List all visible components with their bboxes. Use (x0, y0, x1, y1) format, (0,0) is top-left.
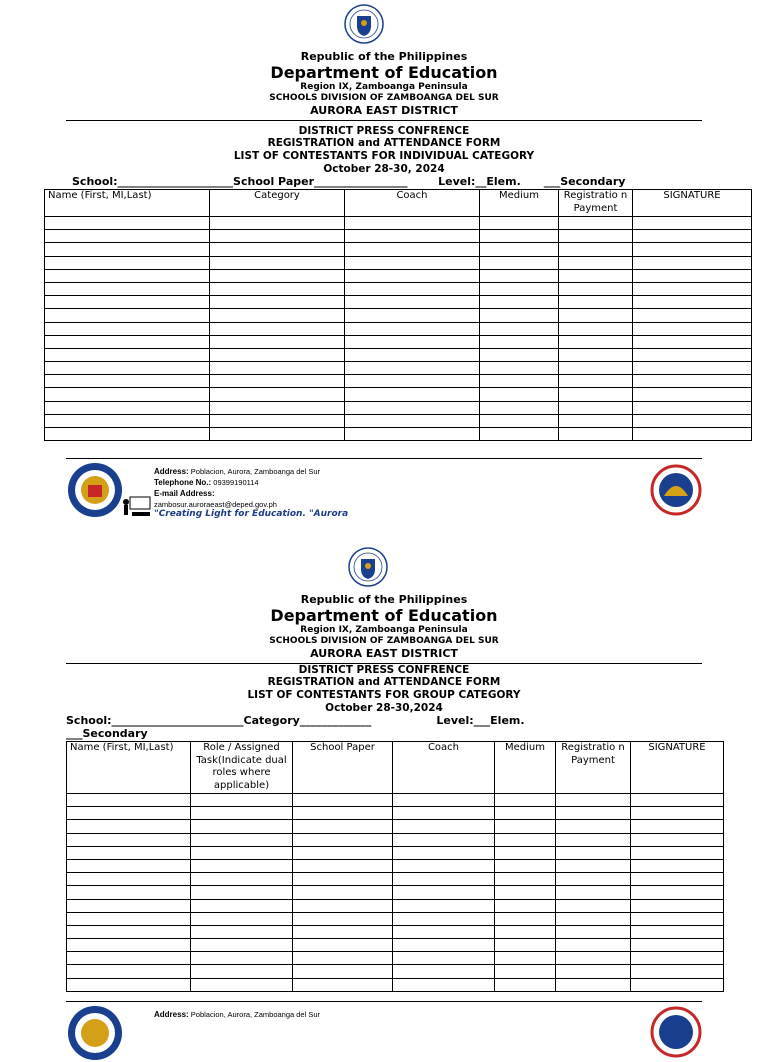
entry-cell[interactable] (633, 269, 752, 282)
entry-cell[interactable] (67, 886, 191, 899)
form1-title-list: LIST OF CONTESTANTS FOR INDIVIDUAL CATEGORY (233, 150, 535, 162)
entry-cell[interactable] (191, 846, 293, 859)
entry-cell[interactable] (45, 243, 210, 256)
table-row (45, 282, 752, 295)
entry-cell[interactable] (345, 428, 480, 441)
entry-cell[interactable] (631, 886, 724, 899)
entry-cell[interactable] (393, 846, 495, 859)
column-header-payment: Registratio n Payment (559, 190, 633, 217)
entry-cell[interactable] (480, 243, 559, 256)
entry-cell[interactable] (633, 388, 752, 401)
entry-cell[interactable] (191, 794, 293, 807)
entry-cell[interactable] (45, 401, 210, 414)
entry-cell[interactable] (556, 965, 631, 978)
entry-cell[interactable] (210, 428, 345, 441)
entry-cell[interactable] (495, 939, 556, 952)
table-row (67, 899, 724, 912)
entry-cell[interactable] (633, 309, 752, 322)
entry-cell[interactable] (210, 348, 345, 361)
form2-title-list: LIST OF CONTESTANTS FOR GROUP CATEGORY (247, 689, 521, 701)
table-row (45, 309, 752, 322)
entry-cell[interactable] (559, 362, 633, 375)
teacher-icon (122, 496, 152, 518)
entry-cell[interactable] (556, 899, 631, 912)
entry-cell[interactable] (559, 256, 633, 269)
form2-table (66, 741, 724, 992)
column-header-category: Category (210, 190, 345, 217)
entry-cell[interactable] (45, 282, 210, 295)
entry-cell[interactable] (633, 335, 752, 348)
entry-cell[interactable] (293, 859, 393, 872)
table-row (45, 348, 752, 361)
entry-cell[interactable] (480, 401, 559, 414)
entry-cell[interactable] (67, 925, 191, 938)
column-header-school-paper: School Paper (293, 742, 393, 794)
entry-cell[interactable] (45, 414, 210, 427)
entry-cell[interactable] (210, 335, 345, 348)
entry-cell[interactable] (210, 282, 345, 295)
table-row (45, 414, 752, 427)
address-label: Address: (154, 467, 189, 476)
entry-cell[interactable] (631, 899, 724, 912)
entry-cell[interactable] (556, 978, 631, 991)
table-row (45, 362, 752, 375)
footer-divider (66, 458, 702, 459)
column-header-payment: Registratio n Payment (556, 742, 631, 794)
footer-contact (154, 466, 320, 510)
entry-cell[interactable] (559, 243, 633, 256)
entry-cell[interactable] (210, 256, 345, 269)
entry-cell[interactable] (559, 282, 633, 295)
entry-cell[interactable] (393, 939, 495, 952)
department-title: Department of Education (270, 63, 498, 82)
table-row (67, 833, 724, 846)
entry-cell[interactable] (191, 952, 293, 965)
entry-cell[interactable] (45, 296, 210, 309)
entry-cell[interactable] (480, 282, 559, 295)
entry-cell[interactable] (191, 978, 293, 991)
entry-cell[interactable] (393, 912, 495, 925)
table-row (67, 873, 724, 886)
entry-cell[interactable] (480, 348, 559, 361)
entry-cell[interactable] (559, 428, 633, 441)
form1-table (44, 189, 752, 441)
table-row (45, 296, 752, 309)
form2-title-conference: DISTRICT PRESS CONFRENCE (298, 664, 470, 676)
entry-cell[interactable] (67, 952, 191, 965)
form2-school-fields[interactable]: School:________________________Category_____________ Level:___Elem. (66, 714, 525, 727)
entry-cell[interactable] (210, 414, 345, 427)
entry-cell[interactable] (633, 217, 752, 230)
entry-cell[interactable] (480, 296, 559, 309)
entry-cell[interactable] (345, 414, 480, 427)
entry-cell[interactable] (45, 217, 210, 230)
entry-cell[interactable] (67, 939, 191, 952)
entry-cell[interactable] (559, 269, 633, 282)
entry-cell[interactable] (559, 335, 633, 348)
entry-cell[interactable] (345, 243, 480, 256)
entry-cell[interactable] (480, 217, 559, 230)
entry-cell[interactable] (393, 899, 495, 912)
entry-cell[interactable] (45, 322, 210, 335)
entry-cell[interactable] (293, 886, 393, 899)
division-seal-icon (650, 1006, 702, 1058)
entry-cell[interactable] (45, 375, 210, 388)
column-header-name: Name (First, MI,Last) (67, 742, 191, 794)
entry-cell[interactable] (293, 846, 393, 859)
entry-cell[interactable] (67, 794, 191, 807)
entry-cell[interactable] (495, 925, 556, 938)
entry-cell[interactable] (393, 978, 495, 991)
entry-cell[interactable] (633, 375, 752, 388)
table-row (45, 243, 752, 256)
entry-cell[interactable] (631, 912, 724, 925)
entry-cell[interactable] (495, 859, 556, 872)
entry-cell[interactable] (345, 296, 480, 309)
entry-cell[interactable] (393, 925, 495, 938)
entry-cell[interactable] (293, 873, 393, 886)
entry-cell[interactable] (293, 833, 393, 846)
entry-cell[interactable] (210, 362, 345, 375)
entry-cell[interactable] (345, 269, 480, 282)
entry-cell[interactable] (556, 939, 631, 952)
entry-cell[interactable] (45, 388, 210, 401)
table-row (67, 820, 724, 833)
entry-cell[interactable] (210, 217, 345, 230)
entry-cell[interactable] (67, 820, 191, 833)
entry-cell[interactable] (45, 256, 210, 269)
entry-cell[interactable] (495, 820, 556, 833)
entry-cell[interactable] (495, 978, 556, 991)
form2-table-body (67, 794, 724, 992)
entry-cell[interactable] (393, 859, 495, 872)
entry-cell[interactable] (345, 309, 480, 322)
entry-cell[interactable] (631, 925, 724, 938)
entry-cell[interactable] (210, 269, 345, 282)
email-label: E-mail Address: (154, 489, 215, 498)
column-header-medium: Medium (495, 742, 556, 794)
column-header-coach: Coach (393, 742, 495, 794)
entry-cell[interactable] (556, 833, 631, 846)
entry-cell[interactable] (480, 375, 559, 388)
entry-cell[interactable] (45, 348, 210, 361)
entry-cell[interactable] (45, 335, 210, 348)
entry-cell[interactable] (393, 886, 495, 899)
table-row (67, 978, 724, 991)
entry-cell[interactable] (495, 807, 556, 820)
entry-cell[interactable] (633, 230, 752, 243)
division-text: SCHOOLS DIVISION OF ZAMBOANGA DEL SUR (269, 93, 499, 103)
address-value: Poblacion, Aurora, Zamboanga del Sur (190, 467, 321, 476)
entry-cell[interactable] (45, 362, 210, 375)
entry-cell[interactable] (191, 899, 293, 912)
entry-cell[interactable] (480, 256, 559, 269)
entry-cell[interactable] (556, 886, 631, 899)
entry-cell[interactable] (556, 952, 631, 965)
column-header-signature: SIGNATURE (631, 742, 724, 794)
entry-cell[interactable] (345, 322, 480, 335)
entry-cell[interactable] (559, 401, 633, 414)
entry-cell[interactable] (191, 925, 293, 938)
entry-cell[interactable] (556, 859, 631, 872)
entry-cell[interactable] (393, 833, 495, 846)
entry-cell[interactable] (480, 230, 559, 243)
district-logo-icon (66, 1004, 124, 1062)
entry-cell[interactable] (495, 899, 556, 912)
entry-cell[interactable] (210, 230, 345, 243)
entry-cell[interactable] (67, 899, 191, 912)
entry-cell[interactable] (495, 952, 556, 965)
phone-value: 09399190114 (213, 478, 259, 487)
entry-cell[interactable] (633, 256, 752, 269)
table-row (45, 335, 752, 348)
table-row (45, 269, 752, 282)
entry-cell[interactable] (495, 833, 556, 846)
entry-cell[interactable] (631, 939, 724, 952)
table-row (45, 322, 752, 335)
address-label: Address: (154, 1010, 189, 1019)
division-seal-icon (650, 464, 702, 516)
entry-cell[interactable] (191, 820, 293, 833)
entry-cell[interactable] (345, 335, 480, 348)
entry-cell[interactable] (345, 348, 480, 361)
entry-cell[interactable] (495, 912, 556, 925)
division-text: SCHOOLS DIVISION OF ZAMBOANGA DEL SUR (269, 636, 499, 646)
table-row (67, 939, 724, 952)
entry-cell[interactable] (480, 309, 559, 322)
form1-school-fields[interactable]: School:_____________________School Paper_________________ Level:__Elem. ___Secondary (72, 175, 626, 188)
table-row (67, 846, 724, 859)
entry-cell[interactable] (393, 965, 495, 978)
entry-cell[interactable] (556, 846, 631, 859)
entry-cell[interactable] (191, 912, 293, 925)
entry-cell[interactable] (559, 309, 633, 322)
table-row (45, 256, 752, 269)
department-title: Department of Education (270, 606, 498, 625)
table-row (45, 428, 752, 441)
form1-date: October 28-30, 2024 (323, 163, 445, 175)
entry-cell[interactable] (191, 833, 293, 846)
column-header-medium: Medium (480, 190, 559, 217)
table-row (67, 807, 724, 820)
entry-cell[interactable] (495, 965, 556, 978)
entry-cell[interactable] (210, 388, 345, 401)
entry-cell[interactable] (559, 414, 633, 427)
entry-cell[interactable] (633, 282, 752, 295)
entry-cell[interactable] (393, 952, 495, 965)
deped-seal-icon (348, 547, 388, 587)
entry-cell[interactable] (345, 256, 480, 269)
table-row (45, 401, 752, 414)
entry-cell[interactable] (293, 807, 393, 820)
entry-cell[interactable] (480, 335, 559, 348)
entry-cell[interactable] (633, 322, 752, 335)
entry-cell[interactable] (293, 794, 393, 807)
entry-cell[interactable] (495, 794, 556, 807)
entry-cell[interactable] (556, 807, 631, 820)
entry-cell[interactable] (633, 348, 752, 361)
entry-cell[interactable] (67, 873, 191, 886)
entry-cell[interactable] (45, 428, 210, 441)
entry-cell[interactable] (631, 794, 724, 807)
entry-cell[interactable] (559, 375, 633, 388)
entry-cell[interactable] (210, 322, 345, 335)
entry-cell[interactable] (393, 807, 495, 820)
table-row (45, 230, 752, 243)
entry-cell[interactable] (631, 833, 724, 846)
entry-cell[interactable] (67, 978, 191, 991)
entry-cell[interactable] (67, 912, 191, 925)
entry-cell[interactable] (556, 925, 631, 938)
district-text: AURORA EAST DISTRICT (310, 104, 458, 117)
region-text: Region IX, Zamboanga Peninsula (300, 82, 468, 92)
entry-cell[interactable] (67, 846, 191, 859)
table-row (45, 375, 752, 388)
republic-text: Republic of the Philippines (300, 50, 468, 63)
entry-cell[interactable] (293, 965, 393, 978)
table-row (67, 965, 724, 978)
entry-cell[interactable] (631, 873, 724, 886)
entry-cell[interactable] (45, 269, 210, 282)
entry-cell[interactable] (631, 952, 724, 965)
entry-cell[interactable] (210, 296, 345, 309)
table-row (67, 794, 724, 807)
footer-motto: "Creating Light for Education. "Aurora (154, 509, 349, 519)
entry-cell[interactable] (210, 375, 345, 388)
entry-cell[interactable] (191, 886, 293, 899)
phone-label: Telephone No.: (154, 478, 212, 487)
entry-cell[interactable] (293, 939, 393, 952)
entry-cell[interactable] (559, 322, 633, 335)
republic-text: Republic of the Philippines (300, 593, 468, 606)
district-text: AURORA EAST DISTRICT (310, 647, 458, 660)
entry-cell[interactable] (631, 978, 724, 991)
entry-cell[interactable] (393, 873, 495, 886)
entry-cell[interactable] (191, 965, 293, 978)
entry-cell[interactable] (559, 217, 633, 230)
entry-cell[interactable] (480, 362, 559, 375)
entry-cell[interactable] (293, 912, 393, 925)
region-text: Region IX, Zamboanga Peninsula (300, 625, 468, 635)
entry-cell[interactable] (45, 230, 210, 243)
entry-cell[interactable] (480, 414, 559, 427)
entry-cell[interactable] (191, 807, 293, 820)
entry-cell[interactable] (559, 388, 633, 401)
entry-cell[interactable] (480, 322, 559, 335)
entry-cell[interactable] (633, 362, 752, 375)
entry-cell[interactable] (191, 859, 293, 872)
entry-cell[interactable] (559, 348, 633, 361)
entry-cell[interactable] (345, 362, 480, 375)
footer-divider (66, 1001, 702, 1002)
entry-cell[interactable] (633, 401, 752, 414)
entry-cell[interactable] (293, 952, 393, 965)
form1-table-body (45, 217, 752, 441)
entry-cell[interactable] (495, 886, 556, 899)
entry-cell[interactable] (631, 965, 724, 978)
deped-seal-icon (344, 4, 384, 44)
entry-cell[interactable] (345, 282, 480, 295)
entry-cell[interactable] (293, 820, 393, 833)
table-row (67, 952, 724, 965)
entry-cell[interactable] (559, 230, 633, 243)
address-value: Poblacion, Aurora, Zamboanga del Sur (190, 1010, 321, 1019)
table-row (67, 859, 724, 872)
entry-cell[interactable] (393, 794, 495, 807)
entry-cell[interactable] (556, 873, 631, 886)
entry-cell[interactable] (67, 833, 191, 846)
entry-cell[interactable] (480, 388, 559, 401)
district-logo-icon (66, 461, 124, 519)
form2-title-registration: REGISTRATION and ATTENDANCE FORM (267, 676, 501, 688)
form1-title-conference: DISTRICT PRESS CONFRENCE (298, 125, 470, 137)
form1-title-registration: REGISTRATION and ATTENDANCE FORM (267, 137, 501, 149)
table-row (67, 925, 724, 938)
entry-cell[interactable] (633, 414, 752, 427)
entry-cell[interactable] (345, 217, 480, 230)
entry-cell[interactable] (67, 965, 191, 978)
entry-cell[interactable] (345, 375, 480, 388)
entry-cell[interactable] (556, 794, 631, 807)
entry-cell[interactable] (631, 859, 724, 872)
entry-cell[interactable] (495, 873, 556, 886)
entry-cell[interactable] (480, 269, 559, 282)
table-row (67, 912, 724, 925)
entry-cell[interactable] (45, 309, 210, 322)
entry-cell[interactable] (633, 243, 752, 256)
entry-cell[interactable] (556, 820, 631, 833)
table-row (67, 886, 724, 899)
entry-cell[interactable] (345, 230, 480, 243)
entry-cell[interactable] (631, 846, 724, 859)
entry-cell[interactable] (345, 388, 480, 401)
column-header-coach: Coach (345, 190, 480, 217)
entry-cell[interactable] (345, 401, 480, 414)
entry-cell[interactable] (293, 899, 393, 912)
entry-cell[interactable] (293, 925, 393, 938)
form2-date: October 28-30,2024 (325, 702, 443, 714)
entry-cell[interactable] (67, 807, 191, 820)
entry-cell[interactable] (293, 978, 393, 991)
entry-cell[interactable] (495, 846, 556, 859)
form2-level-secondary[interactable]: ___Secondary (66, 727, 148, 740)
entry-cell[interactable] (633, 296, 752, 309)
entry-cell[interactable] (480, 428, 559, 441)
column-header-name: Name (First, MI,Last) (45, 190, 210, 217)
entry-cell[interactable] (191, 873, 293, 886)
entry-cell[interactable] (191, 939, 293, 952)
entry-cell[interactable] (631, 820, 724, 833)
column-header-signature: SIGNATURE (633, 190, 752, 217)
table-row (45, 217, 752, 230)
entry-cell[interactable] (556, 912, 631, 925)
header-divider (66, 120, 702, 121)
footer-contact (154, 1009, 320, 1020)
entry-cell[interactable] (210, 309, 345, 322)
entry-cell[interactable] (633, 428, 752, 441)
email-value[interactable]: zambosur.auroraeast@deped.gov.ph (154, 500, 277, 509)
entry-cell[interactable] (631, 807, 724, 820)
column-header-role: Role / Assigned Task(Indicate dual roles where applicable) (191, 742, 293, 794)
entry-cell[interactable] (559, 296, 633, 309)
table-row (45, 388, 752, 401)
entry-cell[interactable] (393, 820, 495, 833)
entry-cell[interactable] (210, 401, 345, 414)
entry-cell[interactable] (210, 243, 345, 256)
entry-cell[interactable] (67, 859, 191, 872)
